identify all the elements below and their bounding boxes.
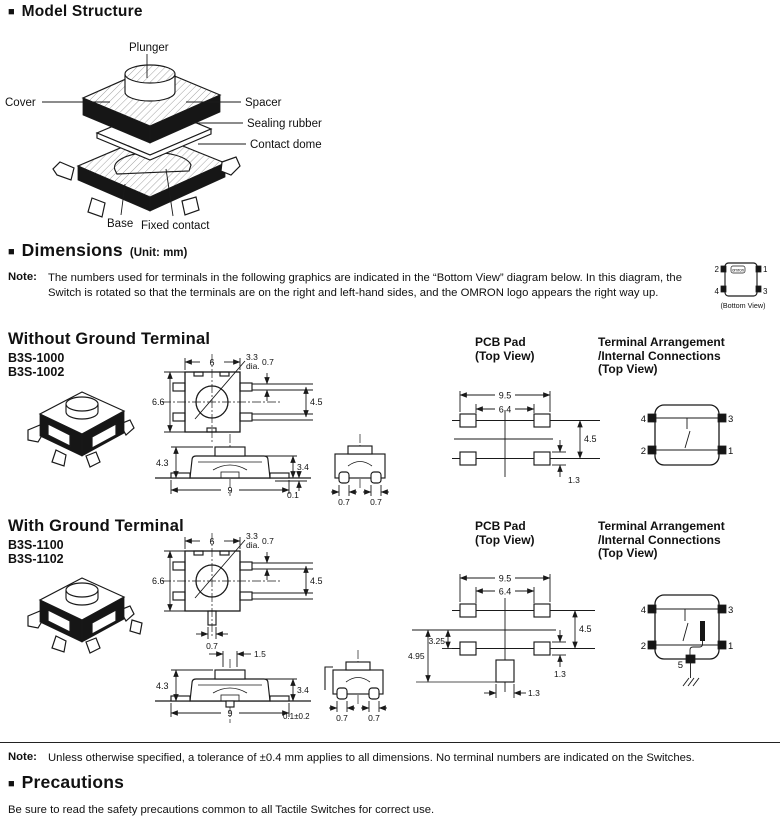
dim-plunger-w: 1.5 <box>254 649 266 659</box>
product-illustration-b3s-1100 <box>22 560 147 665</box>
pcb-pad-subtitle: (Top View) <box>475 348 535 363</box>
side-view-drawing-wog <box>322 430 402 508</box>
dim-outer: 9.5 <box>498 573 512 584</box>
precautions-heading <box>8 772 124 793</box>
dim-width: 9 <box>227 485 233 496</box>
dim-ground-lead: 0.7 <box>206 641 218 651</box>
bv-terminal-1: 1 <box>763 265 768 274</box>
dim-width: 6 <box>209 536 215 547</box>
dim-total-h: 4.3 <box>156 458 169 468</box>
model-b3s-1102: B3S-1102 <box>8 552 64 566</box>
label-cover: Cover <box>5 97 36 109</box>
terminal-title: Terminal Arrangement <box>598 335 725 349</box>
product-illustration-b3s-1000 <box>22 374 142 479</box>
model-structure-title: Model Structure <box>21 3 143 20</box>
dim-width: 9 <box>227 708 233 719</box>
ground-plate <box>700 621 705 641</box>
label-spacer: Spacer <box>245 97 282 109</box>
pcb-pad-title: PCB Pad <box>475 519 526 533</box>
dim-inner: 6.4 <box>498 404 512 415</box>
dim-pad-h: 1.3 <box>568 475 580 485</box>
dim-outer: 9.5 <box>498 390 512 401</box>
dim-dia: 3.3 <box>246 531 258 541</box>
dim-span: 4.5 <box>310 397 323 407</box>
without-ground-heading: Without Ground Terminal <box>8 330 211 348</box>
dimensions-unit: (Unit: mm) <box>129 247 188 259</box>
model-structure-heading <box>8 3 143 21</box>
label-base: Base <box>107 218 134 230</box>
pcb-pad-heading-wg <box>475 520 535 547</box>
dim-height: 6.6 <box>152 576 165 586</box>
pcb-pad-heading-wog <box>475 336 535 363</box>
dim-lead-right: 0.7 <box>368 713 380 723</box>
terminal-subtitle: /Internal Connections <box>598 348 721 363</box>
bv-terminal-3: 3 <box>763 287 768 296</box>
terminal-view: (Top View) <box>598 362 658 376</box>
terminal-1: 1 <box>728 446 734 457</box>
dim-lead-left: 0.7 <box>336 713 348 723</box>
terminal-3: 3 <box>728 414 734 425</box>
front-view-drawing-wg <box>155 645 315 730</box>
dim-ground-w: 1.3 <box>528 688 540 698</box>
dim-lead: 0.7 <box>262 357 274 367</box>
section-bullet-icon: ■ <box>8 778 15 790</box>
bottom-view-caption: (Bottom View) <box>720 301 766 310</box>
side-view-drawing-wg <box>320 646 405 726</box>
dim-dia-unit: dia. <box>246 361 260 371</box>
dim-lead: 0.7 <box>262 536 274 546</box>
with-ground-heading: With Ground Terminal <box>8 517 184 535</box>
section-bullet-icon: ■ <box>8 246 15 258</box>
bv-terminal-2: 2 <box>714 265 719 274</box>
terminal-heading-wg <box>598 520 725 561</box>
dim-dia: 3.3 <box>246 352 258 362</box>
dimensions-heading <box>8 240 187 261</box>
label-plunger: Plunger <box>129 42 169 54</box>
precautions-title: Precautions <box>21 772 125 792</box>
dim-height: 6.6 <box>152 397 165 407</box>
footer-divider <box>0 742 780 743</box>
dim-row-gap: 4.5 <box>579 624 592 634</box>
top-view-drawing-wg <box>150 531 335 653</box>
label-contact-dome: Contact dome <box>250 139 322 151</box>
precautions-text: Be sure to read the safety precautions common to all Tactile Switches for correct use. <box>8 804 435 816</box>
terminal-2: 2 <box>640 446 646 457</box>
pcb-pad-drawing-wog <box>450 382 620 497</box>
footer-note-text: Unless otherwise specified, a tolerance of ±0.4 mm applies to all dimensions. No terminal numbers are indicated on the Switches. <box>48 752 695 764</box>
dim-pad-h: 1.3 <box>554 669 566 679</box>
terminal-1: 1 <box>728 641 734 652</box>
dim-lead-left: 0.7 <box>338 497 350 507</box>
model-structure-diagram <box>0 34 360 239</box>
dim-width: 6 <box>209 357 215 368</box>
dim-span: 4.5 <box>310 576 323 586</box>
pcb-pad-drawing-wg <box>408 560 613 705</box>
dim-inner: 6.4 <box>498 586 512 597</box>
front-view-drawing-wog <box>155 430 315 502</box>
label-fixed-contact: Fixed contact <box>141 220 210 232</box>
section-bullet-icon: ■ <box>8 6 15 18</box>
terminal-drawing-wg <box>633 585 748 697</box>
pcb-pad-subtitle: (Top View) <box>475 532 535 547</box>
terminal-subtitle: /Internal Connections <box>598 532 721 547</box>
terminal-5: 5 <box>677 660 683 671</box>
terminal-view: (Top View) <box>598 546 658 560</box>
dim-body-h: 3.4 <box>297 685 309 695</box>
dim-row2: 3.25 <box>428 636 445 646</box>
model-b3s-1002: B3S-1002 <box>8 365 65 379</box>
bv-terminal-4: 4 <box>714 287 719 296</box>
dim-standoff: 0.1±0.2 <box>283 712 310 721</box>
dim-row-gap: 4.5 <box>584 434 597 444</box>
model-b3s-1000: B3S-1000 <box>8 351 65 365</box>
dimensions-note-text: The numbers used for terminals in the following graphics are indicated in the “Bottom View” diagram below. In this diagram, the Switch is rotated so that the terminals are on the right and left-hand sides, and the OMRON logo appears the right way up. <box>48 272 682 299</box>
terminal-4: 4 <box>640 605 646 616</box>
dimensions-title: Dimensions <box>21 240 123 260</box>
terminal-drawing-wog <box>633 395 748 480</box>
bottom-view-diagram <box>710 258 778 313</box>
pcb-pad-title: PCB Pad <box>475 335 526 349</box>
dim-total: 4.95 <box>408 651 425 661</box>
omron-logo: omron <box>732 267 744 273</box>
ground-symbol <box>683 678 699 686</box>
label-sealing-rubber: Sealing rubber <box>247 118 322 130</box>
terminal-heading-wog <box>598 336 725 377</box>
terminal-4: 4 <box>640 414 646 425</box>
dim-dia-unit: dia. <box>246 540 260 550</box>
footer-note-label: Note: <box>8 751 37 763</box>
terminal-2: 2 <box>640 641 646 652</box>
dim-total-h: 4.3 <box>156 681 169 691</box>
model-b3s-1100: B3S-1100 <box>8 538 64 552</box>
dim-standoff: 0.1 <box>287 490 299 500</box>
terminal-3: 3 <box>728 605 734 616</box>
dim-body-h: 3.4 <box>297 462 309 472</box>
terminal-title: Terminal Arrangement <box>598 519 725 533</box>
dim-lead-right: 0.7 <box>370 497 382 507</box>
dimensions-note-label: Note: <box>8 271 37 283</box>
